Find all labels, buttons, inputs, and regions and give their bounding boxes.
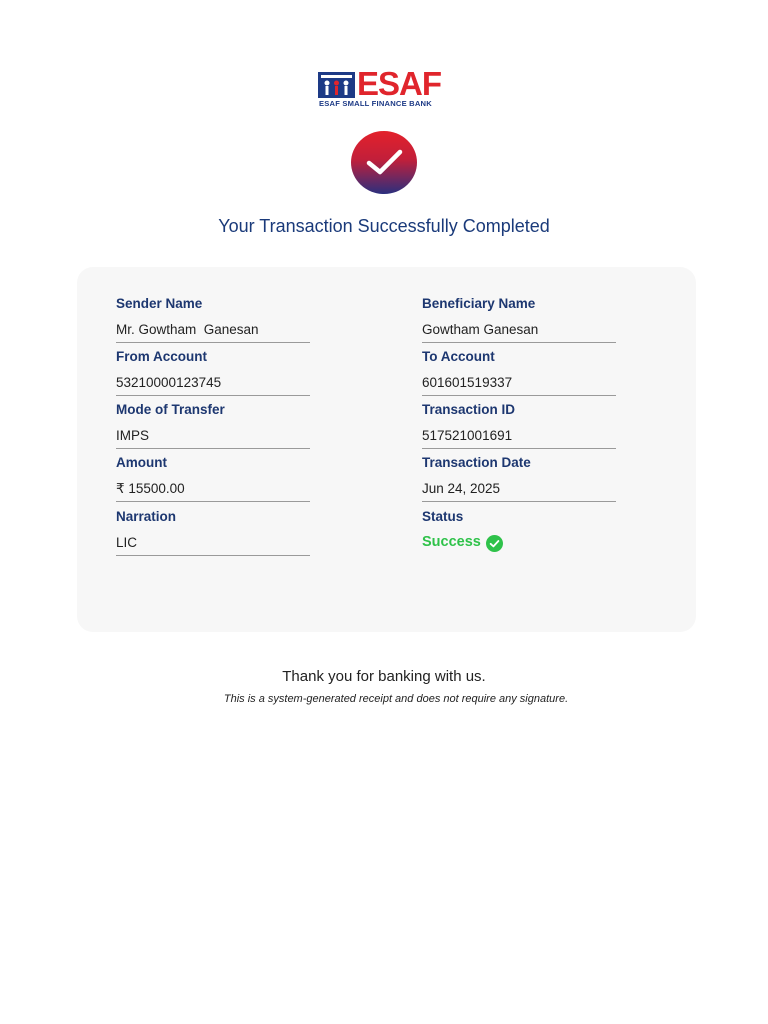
transaction-details-card: [77, 267, 696, 632]
status-label: Status: [422, 509, 464, 524]
transaction-id-label: Transaction ID: [422, 402, 516, 417]
success-check-badge-icon: [350, 130, 418, 196]
esaf-logo-icon: [318, 72, 355, 98]
beneficiary-name-field: [422, 296, 616, 343]
amount-value: ₹ 15500.00: [116, 481, 310, 502]
page-title: Your Transaction Successfully Completed: [218, 216, 550, 236]
transaction-date-label: Transaction Date: [422, 455, 531, 470]
esaf-logo: [318, 65, 450, 109]
beneficiary-name-label: Beneficiary Name: [422, 296, 536, 311]
transaction-id-value: 517521001691: [422, 428, 616, 449]
narration-value: LIC: [116, 535, 310, 556]
from-account-label: From Account: [116, 349, 207, 364]
to-account-value: 601601519337: [422, 375, 616, 396]
status-field: [422, 509, 616, 551]
transaction-date-field: [422, 455, 616, 502]
check-circle-icon: [486, 535, 503, 552]
logo-subtitle: ESAF SMALL FINANCE BANK: [319, 99, 432, 108]
from-account-value: 53210000123745: [116, 375, 310, 396]
beneficiary-name-value: Gowtham Ganesan: [422, 322, 616, 343]
transaction-id-field: [422, 402, 616, 449]
to-account-field: [422, 349, 616, 396]
mode-of-transfer-label: Mode of Transfer: [116, 402, 225, 417]
status-value: Success: [422, 534, 481, 550]
sender-name-label: Sender Name: [116, 296, 203, 311]
narration-field: [116, 509, 310, 556]
mode-of-transfer-value: IMPS: [116, 428, 310, 449]
from-account-field: [116, 349, 310, 396]
logo-wordmark: ESAF: [357, 65, 442, 102]
amount-label: Amount: [116, 455, 167, 470]
thank-you-message: Thank you for banking with us.: [282, 668, 486, 685]
status-row: [422, 533, 616, 551]
receipt-disclaimer: This is a system-generated receipt and does not require any signature.: [223, 693, 569, 705]
amount-field: [116, 455, 310, 502]
mode-of-transfer-field: [116, 402, 310, 449]
sender-name-field: [116, 296, 310, 343]
narration-label: Narration: [116, 509, 177, 524]
sender-name-value: Mr. Gowtham Ganesan: [116, 322, 310, 343]
transaction-date-value: Jun 24, 2025: [422, 481, 616, 502]
to-account-label: To Account: [422, 349, 495, 364]
